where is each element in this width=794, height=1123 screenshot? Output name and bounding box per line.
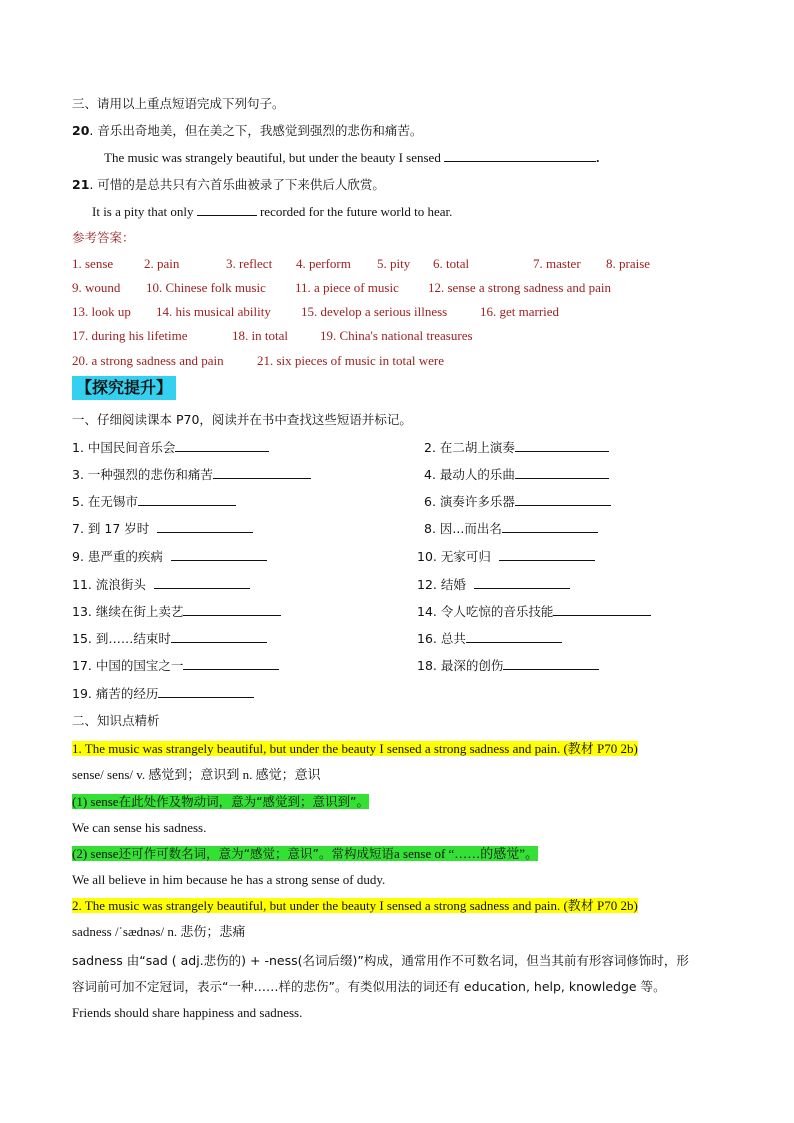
phrase-item	[417, 548, 595, 566]
phrase-text: 7. 到 17 岁时	[72, 521, 150, 536]
phrase-text: 2. 在二胡上演奏	[424, 440, 515, 455]
phrase-text: 11. 流浪街头	[72, 577, 146, 592]
phrase-blank[interactable]	[499, 548, 595, 561]
answer-11: 11. a piece of music	[295, 280, 399, 295]
q21-chinese: . 可惜的是总共只有六首乐曲被录了下来供后人欣赏。	[89, 177, 385, 192]
phrase-item	[72, 493, 236, 511]
note-phrase: a sense of “……的感觉”。	[394, 846, 539, 861]
note-label: (1) sense	[72, 794, 119, 809]
phrase-blank[interactable]	[183, 603, 281, 616]
phrase-text: 16. 总共	[417, 631, 466, 646]
phrase-text: 5. 在无锡市	[72, 494, 138, 509]
answer-3: 3. reflect	[226, 256, 273, 271]
explore-heading: 一、仔细阅读课本 P70，阅读并在书中查找这些短语并标记。	[72, 412, 412, 427]
q20-english	[104, 149, 599, 167]
phrase-item	[424, 493, 611, 511]
section3-heading: 三、请用以上重点短语完成下列句子。	[72, 96, 285, 111]
phrase-item	[72, 685, 254, 703]
answer-4: 4. perform	[296, 256, 351, 271]
q21-english	[92, 203, 452, 221]
phrase-text: 1. 中国民间音乐会	[72, 440, 176, 455]
phrase-blank[interactable]	[474, 576, 570, 589]
phrase-item	[72, 439, 269, 457]
q21-answer-blank[interactable]	[197, 203, 257, 216]
q21-number: 21	[72, 177, 90, 192]
note-sense-noun	[72, 845, 538, 863]
phrase-text: 15. 到……结束时	[72, 631, 171, 646]
phrase-text: 3. 一种强烈的悲伤和痛苦	[72, 467, 213, 482]
q20-number: 20	[72, 123, 90, 138]
answer-14: 14. his musical ability	[156, 304, 271, 319]
phrase-blank[interactable]	[175, 439, 269, 452]
phrase-blank[interactable]	[183, 657, 279, 670]
q21-sentence-a: It is a pity that only	[92, 204, 194, 219]
phrase-text: 14. 令人吃惊的音乐技能	[417, 604, 554, 619]
answer-6: 6. total	[433, 256, 470, 271]
answer-16: 16. get married	[480, 304, 560, 319]
phrase-blank[interactable]	[213, 466, 311, 479]
phrase-item	[72, 603, 281, 621]
answer-17: 17. during his lifetime	[72, 328, 188, 343]
phrase-item	[424, 520, 598, 538]
phrase-text: 17. 中国的国宝之一	[72, 658, 184, 673]
example-sentence: We all believe in him because he has a strong sense of dudy.	[72, 872, 386, 887]
answer-2: 2. pain	[144, 256, 180, 271]
answer-9: 9. wound	[72, 280, 121, 295]
q20-chinese: . 音乐出奇地美，但在美之下，我感觉到强烈的悲伤和痛苦。	[89, 123, 423, 138]
q20-period: .	[596, 150, 600, 165]
answer-1: 1. sense	[72, 256, 114, 271]
phrase-item	[72, 630, 267, 648]
phrase-blank[interactable]	[553, 603, 651, 616]
answer-21: 21. six pieces of music in total were	[257, 353, 445, 368]
phrase-blank[interactable]	[515, 439, 609, 452]
phrase-text: 18. 最深的创伤	[417, 658, 504, 673]
knowledge-point-1	[72, 740, 638, 758]
phrase-text: 4. 最动人的乐曲	[424, 467, 515, 482]
note-text: 还可作可数名词，意为“感觉；意识”。常构成短语	[118, 846, 395, 861]
sadness-description-2: 容词前可加不定冠词，表示“一种……样的悲伤”。有类似用法的词还有 education, help, knowledge 等。	[72, 979, 666, 994]
phrase-blank[interactable]	[154, 576, 250, 589]
phrase-text: 9. 患严重的疾病	[72, 549, 163, 564]
phrase-blank[interactable]	[466, 630, 562, 643]
phrase-item	[424, 439, 609, 457]
example-sentence: We can sense his sadness.	[72, 820, 207, 835]
answer-7: 7. master	[533, 256, 581, 271]
answer-10: 10. Chinese folk music	[146, 280, 266, 295]
sadness-description-1: sadness 由“sad ( adj.悲伤的) + -ness(名词后缀)”构成，通常用作不可数名词，但当其前有形容词修饰时，形	[72, 953, 689, 968]
phrase-text: 8. 因...而出名	[424, 521, 502, 536]
phrase-item	[417, 603, 651, 621]
word-sadness-entry: sadness /ˈsædnəs/ n. 悲伤；悲痛	[72, 924, 246, 939]
phrase-item	[417, 657, 599, 675]
phrase-item	[72, 466, 311, 484]
answer-15: 15. develop a serious illness	[301, 304, 448, 319]
answer-13: 13. look up	[72, 304, 131, 319]
q21-sentence-b: recorded for the future world to hear.	[259, 204, 453, 219]
note-text: 在此处作及物动词，意为“感觉到；意识到”。	[118, 794, 370, 809]
q20-answer-blank[interactable]	[444, 149, 596, 162]
phrase-blank[interactable]	[503, 657, 599, 670]
answer-20: 20. a strong sadness and pain	[72, 353, 224, 368]
highlighted-sentence: 2. The music was strangely beautiful, but under the beauty I sensed a strong sadness and pain. (教材 P70 2b)	[72, 898, 638, 913]
phrase-item	[424, 466, 609, 484]
phrase-item	[417, 576, 570, 594]
phrase-blank[interactable]	[171, 630, 267, 643]
phrase-blank[interactable]	[157, 520, 253, 533]
question-21	[72, 176, 385, 194]
phrase-blank[interactable]	[138, 493, 236, 506]
knowledge-heading: 二、知识点精析	[72, 713, 160, 728]
note-sense-verb	[72, 793, 369, 811]
q20-sentence: The music was strangely beautiful, but under the beauty I sensed	[104, 150, 441, 165]
phrase-item	[417, 630, 562, 648]
phrase-blank[interactable]	[158, 685, 254, 698]
note-label: (2) sense	[72, 846, 119, 861]
phrase-item	[72, 576, 250, 594]
phrase-text: 10. 无家可归	[417, 549, 491, 564]
answers-title: 参考答案：	[72, 230, 135, 245]
phrase-blank[interactable]	[515, 466, 609, 479]
answer-8: 8. praise	[606, 256, 651, 271]
phrase-blank[interactable]	[502, 520, 598, 533]
phrase-item	[72, 548, 267, 566]
phrase-blank[interactable]	[515, 493, 611, 506]
word-sense-entry: sense/ sens/ v. 感觉到；意识到 n. 感觉；意识	[72, 767, 321, 782]
answer-18: 18. in total	[232, 328, 288, 343]
phrase-text: 19. 痛苦的经历	[72, 686, 159, 701]
answer-5: 5. pity	[377, 256, 411, 271]
phrase-text: 6. 演奏许多乐器	[424, 494, 515, 509]
knowledge-point-2	[72, 897, 638, 915]
highlighted-sentence: 1. The music was strangely beautiful, but under the beauty I sensed a strong sadness and pain. (教材 P70 2b)	[72, 741, 638, 756]
phrase-text: 12. 结婚	[417, 577, 466, 592]
answer-19: 19. China's national treasures	[320, 328, 473, 343]
phrase-text: 13. 继续在街上卖艺	[72, 604, 184, 619]
phrase-blank[interactable]	[171, 548, 267, 561]
question-20	[72, 122, 422, 140]
example-sentence: Friends should share happiness and sadness.	[72, 1005, 303, 1020]
phrase-item	[72, 657, 279, 675]
explore-badge: 【探究提升】	[72, 376, 176, 400]
answer-12: 12. sense a strong sadness and pain	[428, 280, 612, 295]
phrase-item	[72, 520, 253, 538]
